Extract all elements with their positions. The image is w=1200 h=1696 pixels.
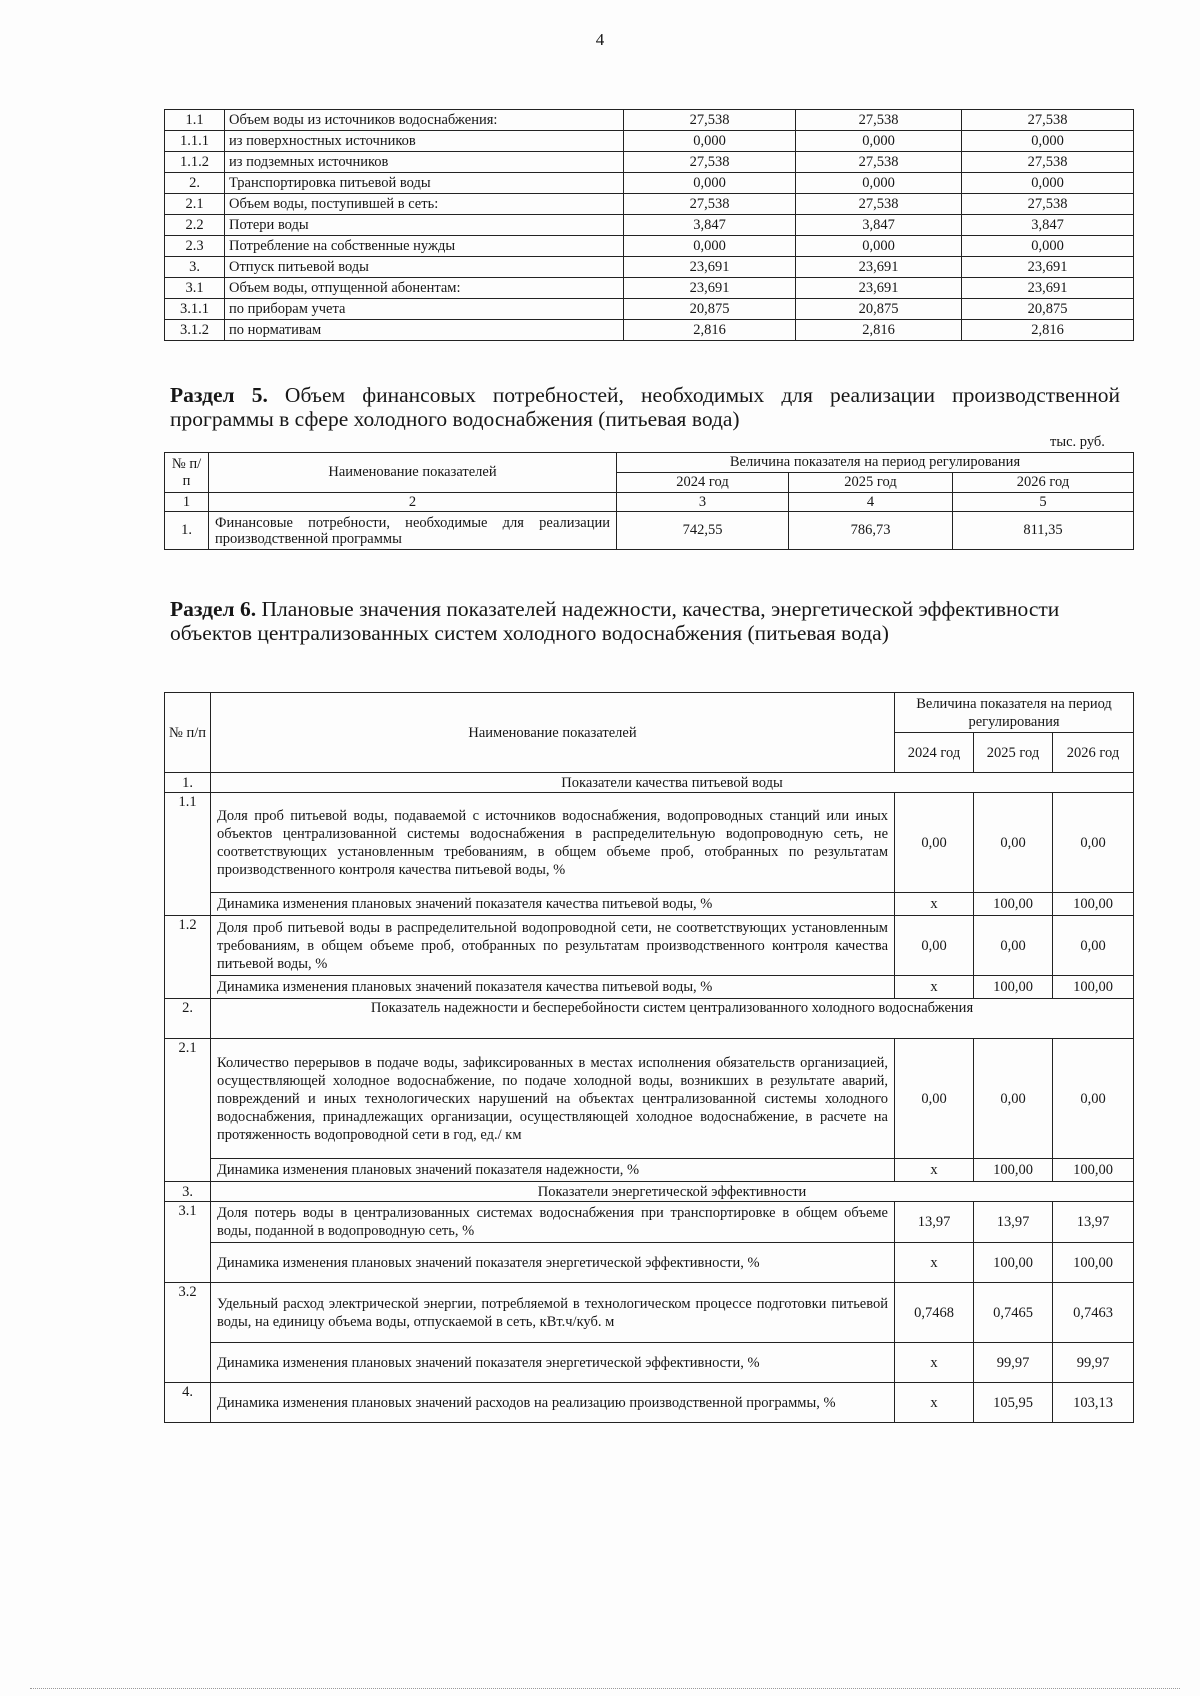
row-name: Количество перерывов в подаче воды, зафиксированных в местах исполнения обязательств организацией, осуществляющей холодное водоснабжение, по подаче холодной воды, возникших в результате аварий, повреждений и иных технологических нарушений на объектах централизованной системы холодного водоснабжения, принадлежащих организации, осуществляющей холодное водоснабжение, в расчете на протяженность водопроводной сети в год, ед./ км <box>211 1039 895 1159</box>
row-num: 1.1 <box>165 793 211 916</box>
row-name: Отпуск питьевой воды <box>225 257 624 278</box>
value-2025: 27,538 <box>796 110 962 131</box>
header-year-2024: 2024 год <box>617 473 789 493</box>
header-name: Наименование показателей <box>209 453 617 493</box>
value-2026: 27,538 <box>962 110 1134 131</box>
value-2026: 100,00 <box>1053 1243 1134 1283</box>
row-name: Динамика изменения плановых значений показателя энергетической эффективности, % <box>211 1243 895 1283</box>
table-row <box>165 236 1134 257</box>
section5-title: Объем финансовых потребностей, необходимых для реализации производственной программы в сфере холодного водоснабжения (питьевая вода) <box>170 383 1120 431</box>
row-name: Финансовые потребности, необходимые для реализации производственной программы <box>209 512 617 550</box>
water-balance-body <box>165 110 1134 341</box>
group-num: 1. <box>165 773 211 793</box>
row-value-2025: 786,73 <box>789 512 953 550</box>
section6-label: Раздел 6. <box>170 597 257 621</box>
page-number: 4 <box>595 30 605 49</box>
row-name: Объем воды, поступившей в сеть: <box>225 194 624 215</box>
row-num: 1.1 <box>165 110 225 131</box>
group-title: Показатель надежности и бесперебойности систем централизованного холодного водоснабжения <box>211 999 1134 1039</box>
row-name: Удельный расход электрической энергии, потребляемой в технологическом процессе подготовки питьевой воды, на единицу объема воды, отпускаемой в сеть, кВт.ч/куб. м <box>211 1283 895 1343</box>
row-num: 2. <box>165 173 225 194</box>
group-title: Показатели качества питьевой воды <box>211 773 1134 793</box>
value-2026: 27,538 <box>962 152 1134 173</box>
row-num: 1.1.1 <box>165 131 225 152</box>
row-value-2024: 742,55 <box>617 512 789 550</box>
row-num: 2.2 <box>165 215 225 236</box>
value-2026: 0,00 <box>1053 1039 1134 1159</box>
value-2025: 23,691 <box>796 257 962 278</box>
value-2026: 0,7463 <box>1053 1283 1134 1343</box>
value-2025: 13,97 <box>974 1202 1053 1243</box>
value-2025: 23,691 <box>796 278 962 299</box>
table-row <box>165 215 1134 236</box>
value-2026: 103,13 <box>1053 1383 1134 1423</box>
col-number-4: 4 <box>789 493 953 512</box>
row-name: Объем воды, отпущенной абонентам: <box>225 278 624 299</box>
value-2025: 100,00 <box>974 1159 1053 1182</box>
value-2025: 0,000 <box>796 131 962 152</box>
table-row <box>165 194 1134 215</box>
table-row <box>165 257 1134 278</box>
value-2025: 0,7465 <box>974 1283 1053 1343</box>
row-name: из поверхностных источников <box>225 131 624 152</box>
col-number-1: 1 <box>165 493 209 512</box>
value-2024: 27,538 <box>624 152 796 173</box>
row-name: Потребление на собственные нужды <box>225 236 624 257</box>
row-num: 3.1 <box>165 1202 211 1283</box>
value-2026: 0,00 <box>1053 916 1134 976</box>
value-2025: 0,00 <box>974 793 1053 893</box>
value-2026: 0,000 <box>962 236 1134 257</box>
value-2025: 99,97 <box>974 1343 1053 1383</box>
table-row <box>165 320 1134 341</box>
header-year-2025: 2025 год <box>974 733 1053 773</box>
row-name: Доля проб питьевой воды в распределительной водопроводной сети, не соответствующих установленным требованиям, в общем объеме проб, отобранных по результатам производственного контроля качества питьевой воды, % <box>211 916 895 976</box>
row-num: 3.1 <box>165 278 225 299</box>
value-2024: 0,00 <box>895 793 974 893</box>
value-2024: 13,97 <box>895 1202 974 1243</box>
table-row <box>165 152 1134 173</box>
value-2024: 0,7468 <box>895 1283 974 1343</box>
row-name: Потери воды <box>225 215 624 236</box>
value-2024: 0,000 <box>624 173 796 194</box>
value-2026: 0,000 <box>962 173 1134 194</box>
value-2025: 100,00 <box>974 1243 1053 1283</box>
value-2024: 0,00 <box>895 916 974 976</box>
section6-title: Плановые значения показателей надежности, качества, энергетической эффективности объектов централизованных систем холодного водоснабжения (питьевая вода) <box>170 597 1060 645</box>
value-2026: 100,00 <box>1053 976 1134 999</box>
value-2026: 23,691 <box>962 278 1134 299</box>
col-number-2: 2 <box>209 493 617 512</box>
value-2026: 0,00 <box>1053 793 1134 893</box>
value-2024: 23,691 <box>624 278 796 299</box>
row-name: по нормативам <box>225 320 624 341</box>
value-2024: 27,538 <box>624 110 796 131</box>
row-value-2026: 811,35 <box>953 512 1134 550</box>
row-name: из подземных источников <box>225 152 624 173</box>
header-year-2026: 2026 год <box>1053 733 1134 773</box>
row-num: 1. <box>165 512 209 550</box>
row-name: Динамика изменения плановых значений показателя качества питьевой воды, % <box>211 976 895 999</box>
row-num: 3. <box>165 257 225 278</box>
row-num: 1.2 <box>165 916 211 999</box>
value-2025: 27,538 <box>796 152 962 173</box>
value-2026: 99,97 <box>1053 1343 1134 1383</box>
header-year-2026: 2026 год <box>953 473 1134 493</box>
section5-unit: тыс. руб. <box>1050 434 1105 450</box>
value-2025: 27,538 <box>796 194 962 215</box>
value-2024: 0,000 <box>624 236 796 257</box>
row-num: 2.1 <box>165 1039 211 1182</box>
financial-needs-table <box>164 452 1134 550</box>
row-name: Объем воды из источников водоснабжения: <box>225 110 624 131</box>
value-2026: 2,816 <box>962 320 1134 341</box>
value-2026: 20,875 <box>962 299 1134 320</box>
row-num: 4. <box>165 1383 211 1423</box>
group-num: 3. <box>165 1182 211 1202</box>
section6-heading <box>170 597 1120 645</box>
row-num: 2.1 <box>165 194 225 215</box>
row-name: Динамика изменения плановых значений показателя надежности, % <box>211 1159 895 1182</box>
value-2026: 27,538 <box>962 194 1134 215</box>
value-2025: 105,95 <box>974 1383 1053 1423</box>
row-num: 3.1.2 <box>165 320 225 341</box>
value-2025: 100,00 <box>974 976 1053 999</box>
value-2026: 13,97 <box>1053 1202 1134 1243</box>
header-name: Наименование показателей <box>211 693 895 773</box>
value-2024: 3,847 <box>624 215 796 236</box>
value-2025: 0,000 <box>796 173 962 194</box>
row-name: Динамика изменения плановых значений показателя энергетической эффективности, % <box>211 1343 895 1383</box>
value-2024: x <box>895 893 974 916</box>
header-period: Величина показателя на период регулирования <box>895 693 1134 733</box>
value-2024: 0,000 <box>624 131 796 152</box>
row-name: по приборам учета <box>225 299 624 320</box>
table-row <box>165 173 1134 194</box>
value-2025: 0,000 <box>796 236 962 257</box>
section5-heading <box>170 383 1120 431</box>
row-name: Динамика изменения плановых значений показателя качества питьевой воды, % <box>211 893 895 916</box>
value-2026: 23,691 <box>962 257 1134 278</box>
row-name: Доля потерь воды в централизованных системах водоснабжения при транспортировке в общем объеме воды, поданной в водопроводную сеть, % <box>211 1202 895 1243</box>
value-2026: 0,000 <box>962 131 1134 152</box>
value-2025: 2,816 <box>796 320 962 341</box>
header-num: № п/п <box>165 693 211 773</box>
col-number-3: 3 <box>617 493 789 512</box>
header-period: Величина показателя на период регулирования <box>617 453 1134 473</box>
value-2024: x <box>895 1383 974 1423</box>
row-name: Динамика изменения плановых значений расходов на реализацию производственной программы, % <box>211 1383 895 1423</box>
header-num: № п/п <box>165 453 209 493</box>
value-2024: 23,691 <box>624 257 796 278</box>
value-2024: 2,816 <box>624 320 796 341</box>
scan-bottom-edge <box>30 1688 1180 1689</box>
value-2024: x <box>895 1159 974 1182</box>
value-2024: 27,538 <box>624 194 796 215</box>
table-row <box>165 131 1134 152</box>
header-year-2025: 2025 год <box>789 473 953 493</box>
row-num: 3.1.1 <box>165 299 225 320</box>
table-row <box>165 278 1134 299</box>
row-name: Доля проб питьевой воды, подаваемой с источников водоснабжения, водопроводных станций или иных объектов централизованной системы водоснабжения в распределительную водопроводную сеть, не соответствующих установленным требованиям, в общем объеме проб, отобранных по результатам производственного контроля качества питьевой воды, % <box>211 793 895 893</box>
row-num: 1.1.2 <box>165 152 225 173</box>
group-num: 2. <box>165 999 211 1039</box>
header-year-2024: 2024 год <box>895 733 974 773</box>
value-2026: 100,00 <box>1053 893 1134 916</box>
value-2025: 20,875 <box>796 299 962 320</box>
value-2025: 0,00 <box>974 916 1053 976</box>
row-num: 3.2 <box>165 1283 211 1383</box>
value-2026: 100,00 <box>1053 1159 1134 1182</box>
water-balance-table <box>164 109 1134 341</box>
value-2025: 0,00 <box>974 1039 1053 1159</box>
group-title: Показатели энергетической эффективности <box>211 1182 1134 1202</box>
col-number-5: 5 <box>953 493 1134 512</box>
value-2024: 20,875 <box>624 299 796 320</box>
value-2024: x <box>895 976 974 999</box>
value-2026: 3,847 <box>962 215 1134 236</box>
value-2024: x <box>895 1243 974 1283</box>
value-2025: 100,00 <box>974 893 1053 916</box>
section5-label: Раздел 5. <box>170 383 268 407</box>
value-2024: x <box>895 1343 974 1383</box>
indicators-table <box>164 692 1134 1423</box>
table-row <box>165 299 1134 320</box>
value-2024: 0,00 <box>895 1039 974 1159</box>
row-name: Транспортировка питьевой воды <box>225 173 624 194</box>
row-num: 2.3 <box>165 236 225 257</box>
table-row <box>165 110 1134 131</box>
value-2025: 3,847 <box>796 215 962 236</box>
